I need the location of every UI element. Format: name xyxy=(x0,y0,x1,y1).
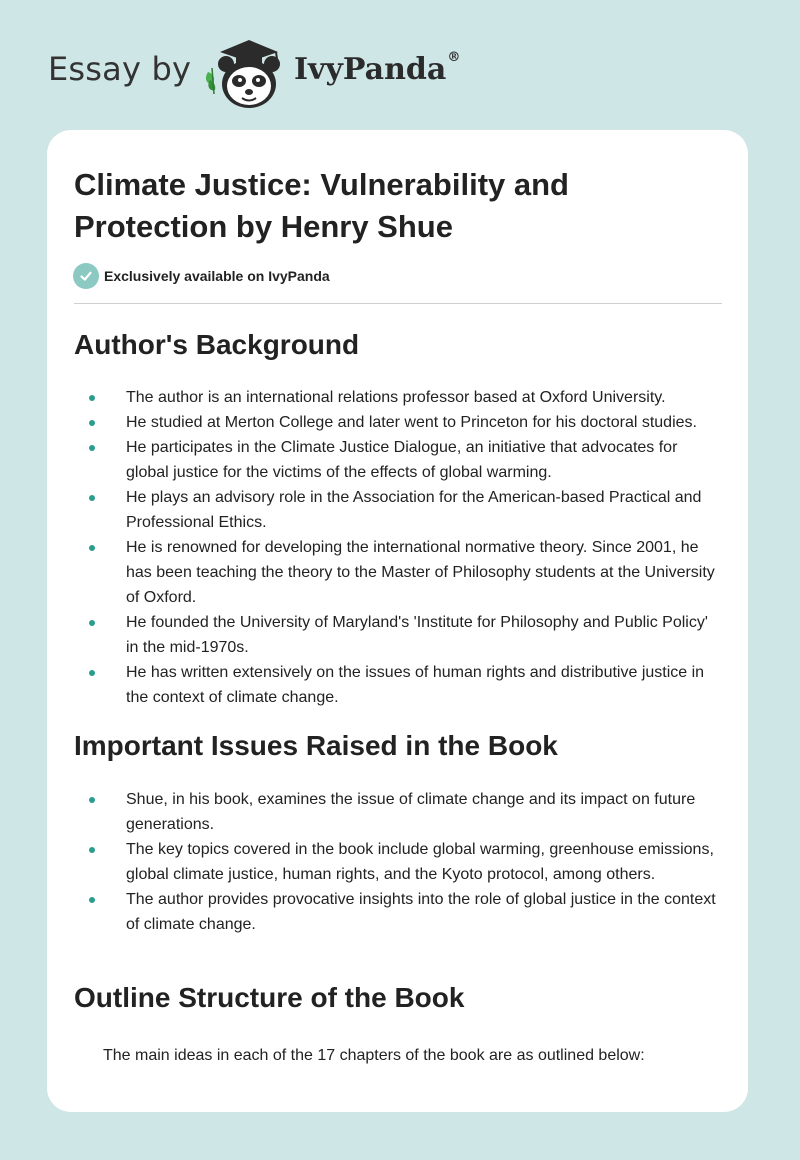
bullet-icon xyxy=(89,495,95,501)
panda-logo-icon[interactable] xyxy=(202,34,292,110)
badge-label: Exclusively available on IvyPanda xyxy=(104,268,330,284)
list-item xyxy=(74,485,724,535)
list-item-text: He participates in the Climate Justice Dialogue, an initiative that advocates for global justice for the victims of the effects of global warming. xyxy=(126,439,678,481)
list-item xyxy=(74,787,724,837)
page-title: Climate Justice: Vulnerability and Protection by Henry Shue xyxy=(74,167,569,244)
registered-mark: ® xyxy=(447,50,461,65)
list-item-text: The author is an international relations professor based at Oxford University. xyxy=(126,389,666,406)
list-item-text: He plays an advisory role in the Association for the American-based Practical and Professional Ethics. xyxy=(126,489,702,531)
list-item-text: He studied at Merton College and later went to Princeton for his doctoral studies. xyxy=(126,414,697,431)
bullet-icon xyxy=(89,545,95,551)
list-item xyxy=(74,385,724,410)
list-item xyxy=(74,887,724,937)
list-item xyxy=(74,660,724,710)
important-issues-list xyxy=(74,787,724,937)
bullet-icon xyxy=(89,395,95,401)
list-item xyxy=(74,410,724,435)
bullet-icon xyxy=(89,847,95,853)
bullet-icon xyxy=(89,797,95,803)
list-item-text: The author provides provocative insights into the role of global justice in the context of climate change. xyxy=(126,891,716,933)
list-item xyxy=(74,435,724,485)
list-item xyxy=(74,837,724,887)
check-circle-icon xyxy=(73,263,99,289)
brand-name[interactable] xyxy=(294,52,460,87)
bullet-icon xyxy=(89,670,95,676)
outline-intro-paragraph: The main ideas in each of the 17 chapters of the book are as outlined below: xyxy=(103,1047,645,1064)
section-heading-author-background: Author's Background xyxy=(74,329,360,360)
list-item-text: He founded the University of Maryland's 'Institute for Philosophy and Public Policy' in the mid-1970s. xyxy=(126,614,708,656)
list-item-text: The key topics covered in the book include global warming, greenhouse emissions, global climate justice, human rights, and the Kyoto protocol, among others. xyxy=(126,841,714,883)
site-header xyxy=(48,34,548,110)
list-item xyxy=(74,610,724,660)
essay-card xyxy=(47,130,748,1112)
list-item-text: He is renowned for developing the international normative theory. Since 2001, he has been teaching the theory to the Master of Philosophy students at the University of Oxford. xyxy=(126,539,715,606)
author-background-list xyxy=(74,385,724,710)
essay-by-label: Essay by xyxy=(48,50,192,88)
divider xyxy=(74,303,722,304)
bullet-icon xyxy=(89,420,95,426)
list-item-text: Shue, in his book, examines the issue of climate change and its impact on future generations. xyxy=(126,791,696,833)
list-item xyxy=(74,535,724,610)
list-item-text: He has written extensively on the issues of human rights and distributive justice in the context of climate change. xyxy=(126,664,705,706)
bullet-icon xyxy=(89,445,95,451)
brand-label: IvyPanda xyxy=(294,52,447,87)
section-heading-important-issues: Important Issues Raised in the Book xyxy=(74,730,558,761)
bullet-icon xyxy=(89,620,95,626)
section-heading-outline-structure: Outline Structure of the Book xyxy=(74,982,465,1013)
exclusive-badge xyxy=(73,263,330,289)
bullet-icon xyxy=(89,897,95,903)
